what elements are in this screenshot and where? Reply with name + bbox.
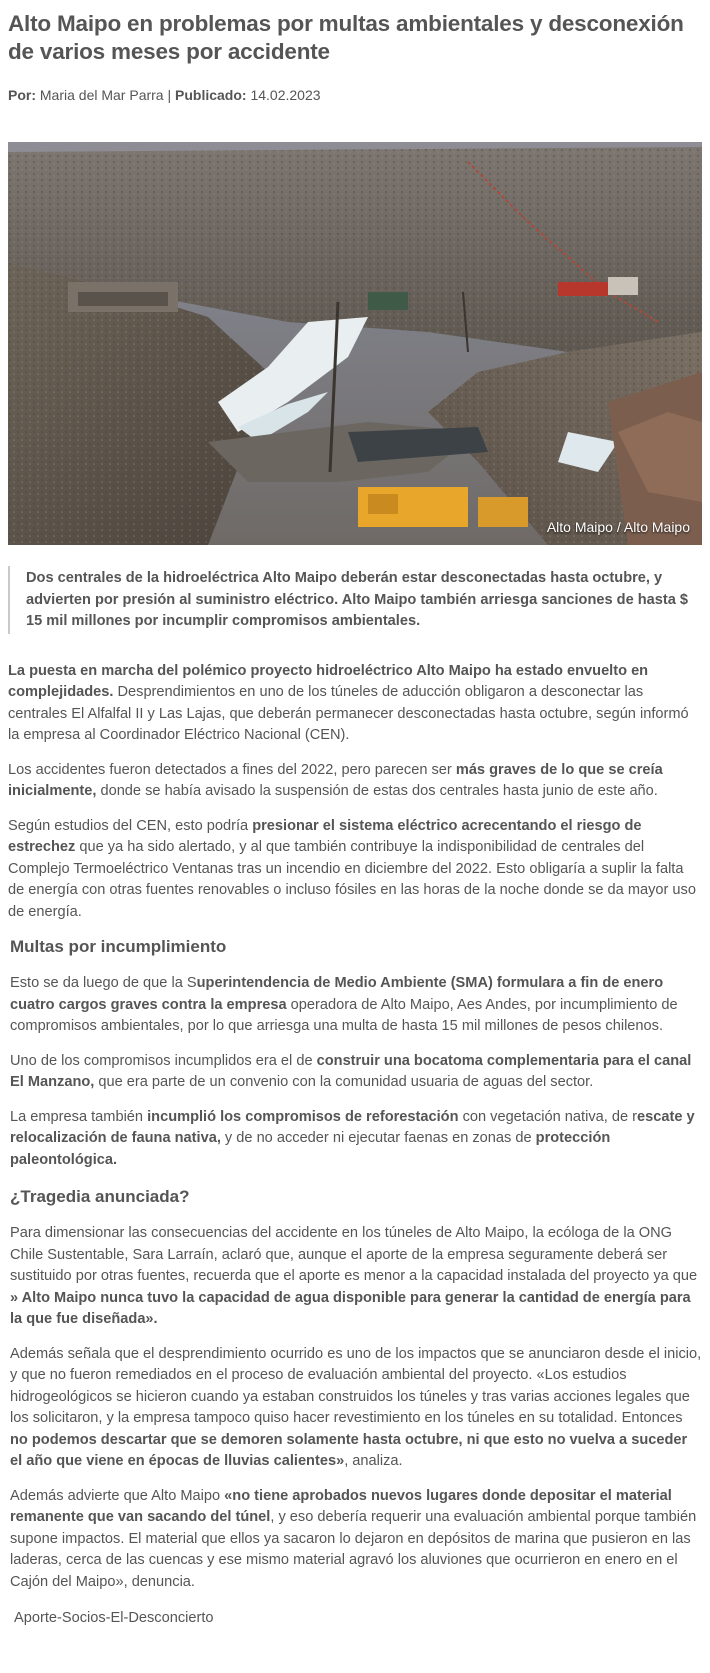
- published-date: 14.02.2023: [250, 87, 321, 103]
- section-heading-multas: Multas por incumplimiento: [10, 937, 227, 956]
- paragraph: Para dimensionar las consecuencias del accidente en los túneles de Alto Maipo, la ecóloga de la ONG Chile Sustentable, Sara Larraín, aclaró que, aunque el aporte de la empresa seguramente deberá ser sustituido por otras fuentes, recuerda que el aporte es menor a la capacidad instalada del proyecto ya que » Alto Maipo nunca tuvo la capacidad de agua disponible para generar la cantidad de energía para la que fue diseñada».: [10, 1225, 698, 1327]
- article-lead: Dos centrales de la hidroeléctrica Alto Maipo deberán estar desconectadas hasta octubre, y advierten por presión al suministro eléctrico. Alto Maipo también arriesga sanciones de hasta $ 15 mil millones por incumplir compromisos ambientales.: [8, 566, 702, 634]
- paragraph: Además señala que el desprendimiento ocurrido es uno de los impactos que se anunciaron desde el inicio, y que no fueron remediados en el proceso de evaluación ambiental del proyecto. «Los estudios hidrogeológicos se hicieron cuando ya estaban construidos los túneles y tras varias acciones legales que los solicitaron, y la empresa tampoco quiso hacer revestimiento en los túneles en su totalidad. Entonces no podemos descartar que se demoren solamente hasta octubre, ni que esto no vuelva a suceder el año que viene en épocas de lluvias calientes», analiza.: [10, 1345, 702, 1469]
- byline-separator: |: [167, 87, 172, 103]
- author-name[interactable]: Maria del Mar Parra: [39, 87, 164, 103]
- hero-image: [8, 142, 702, 545]
- byline: [8, 86, 702, 104]
- hero-photo: [8, 142, 702, 545]
- section-heading-tragedia: ¿Tragedia anunciada?: [10, 1187, 190, 1206]
- paragraph: Según estudios del CEN, esto podría presionar el sistema eléctrico acrecentando el riesgo de estrechez que ya ha sido alertado, y al que también contribuye la indisponibilidad de centrales del Complejo Termoeléctrico Ventanas tras un incendio en diciembre del 2022. Esto obligaría a suplir la falta de energía con otras fuentes renovables o incluso fósiles en las horas de la noche donde se da mayor uso de energía.: [8, 817, 696, 920]
- image-caption: Alto Maipo / Alto Maipo: [546, 519, 690, 535]
- paragraph: Esto se da luego de que la Superintendencia de Medio Ambiente (SMA) formulara a fin de enero cuatro cargos graves contra la empresa operadora de Alto Maipo, Aes Andes, por incumplimiento de compromisos ambientales, por lo que arriesga una multa de hasta 15 mil millones de pesos chilenos.: [10, 975, 678, 1034]
- paragraph: Los accidentes fueron detectados a fines del 2022, pero parecen ser más graves de lo que se creía inicialmente, donde se había avisado la suspensión de estas dos centrales hasta junio de este año.: [8, 761, 663, 799]
- article-title: Alto Maipo en problemas por multas ambientales y desconexión de varios meses por accidente: [8, 11, 684, 64]
- paragraph: Además advierte que Alto Maipo «no tiene aprobados nuevos lugares donde depositar el material remanente que van sacando del túnel, y eso debería requerir una evaluación ambiental porque también supone impactos. El material que ellos ya sacaron lo dejaron en depósitos de marina que pusieron en las laderas, cerca de las cuencas y ese mismo material agravó los aluviones que ocurrieron en enero en el Cajón del Maipo», denuncia.: [10, 1487, 697, 1590]
- paragraph: La empresa también incumplió los compromisos de reforestación con vegetación nativa, de rescate y relocalización de fauna nativa, y de no acceder ni ejecutar faenas en zonas de protección paleontológica.: [10, 1108, 695, 1168]
- paragraph: La puesta en marcha del polémico proyecto hidroeléctrico Alto Maipo ha estado envuelto en complejidades. Desprendimientos en uno de los túneles de aducción obligaron a desconectar las centrales El Alfalfal II y Las Lajas, que deberán permanecer desconectadas hasta octubre, según informó la empresa al Coordinador Eléctrico Nacional (CEN).: [8, 662, 689, 743]
- published-label: Publicado:: [175, 87, 247, 103]
- support-banner-label[interactable]: Aporte-Socios-El-Desconcierto: [14, 1610, 214, 1626]
- author-label: Por:: [8, 87, 36, 103]
- paragraph: Uno de los compromisos incumplidos era el de construir una bocatoma complementaria para el canal El Manzano, que era parte de un convenio con la comunidad usuaria de aguas del sector.: [10, 1052, 692, 1090]
